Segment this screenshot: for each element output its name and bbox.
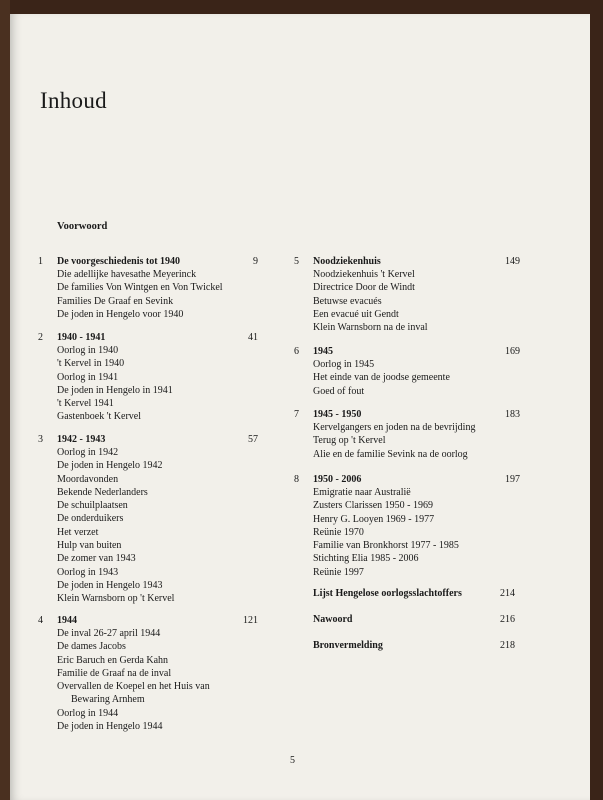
toc-entry[interactable]: De schuilplaatsen [57, 500, 128, 512]
toc-entry[interactable]: Directrice Door de Windt [313, 282, 415, 294]
book-cover-right [590, 0, 603, 800]
section-title[interactable]: 1944 [57, 615, 77, 626]
toc-entry[interactable]: De inval 26-27 april 1944 [57, 628, 161, 639]
toc-entry[interactable]: Hulp van buiten [57, 540, 122, 552]
toc-entry[interactable]: De joden in Hengelo in 1941 [57, 384, 173, 396]
section-page-number: 197 [505, 474, 520, 485]
toc-entry[interactable]: De joden in Hengelo 1944 [57, 721, 163, 733]
toc-entry[interactable]: 't Kervel 1941 [57, 398, 114, 410]
section-title[interactable]: Noodziekenhuis [313, 256, 381, 267]
toc-entry[interactable]: Emigratie naar Australië [313, 487, 411, 498]
toc-entry[interactable]: De onderduikers [57, 513, 124, 525]
toc-entry[interactable]: Oorlog in 1942 [57, 447, 119, 458]
section-number: 2 [38, 332, 43, 343]
toc-entry[interactable]: De zomer van 1943 [57, 553, 136, 565]
section-page-number: 9 [253, 256, 258, 267]
section-items [57, 344, 173, 424]
toc-entry[interactable]: Zusters Clarissen 1950 - 1969 [313, 500, 433, 512]
toc-entry[interactable]: Oorlog in 1943 [57, 566, 119, 578]
section-title[interactable]: 1945 - 1950 [313, 409, 362, 420]
section-title[interactable]: 1940 - 1941 [57, 332, 106, 343]
toc-entry[interactable]: De joden in Hengelo 1943 [57, 579, 163, 591]
section-number: 8 [294, 474, 299, 485]
section-number: 1 [38, 256, 43, 267]
toc-voorwoord[interactable]: Voorwoord [57, 221, 108, 232]
section-page-number: 41 [248, 332, 258, 343]
section-items [313, 421, 475, 461]
toc-entry[interactable]: De families Von Wintgen en Von Twickel [57, 282, 223, 294]
toc-entry[interactable]: Goed of fout [313, 385, 365, 397]
section-title[interactable]: 1942 - 1943 [57, 434, 106, 445]
toc-entry[interactable]: Oorlog in 1945 [313, 359, 375, 370]
section-items [57, 627, 210, 733]
toc-entry[interactable]: Gastenboek 't Kervel [57, 411, 141, 423]
toc-entry[interactable]: Eric Baruch en Gerda Kahn [57, 654, 169, 666]
section-items [57, 268, 223, 321]
toc-entry[interactable]: Oorlog in 1940 [57, 345, 119, 356]
toc-entry[interactable]: Terug op 't Kervel [313, 435, 386, 447]
toc-entry[interactable]: Moordavonden [57, 473, 119, 485]
toc-entry[interactable]: De dames Jacobs [57, 641, 126, 653]
toc-entry[interactable]: Klein Warnsborn na de inval [313, 322, 428, 334]
toc-entry[interactable]: De joden in Hengelo voor 1940 [57, 308, 184, 320]
toc-entry[interactable]: De joden in Hengelo 1942 [57, 460, 163, 472]
section-items [313, 486, 459, 579]
section-page-number: 149 [505, 256, 520, 267]
section-number: 3 [38, 434, 43, 445]
section-number: 4 [38, 615, 43, 626]
toc-entry[interactable]: Henry G. Looyen 1969 - 1977 [313, 513, 435, 525]
toc-entry[interactable]: Betuwse evacués [313, 295, 382, 307]
section-number: 6 [294, 346, 299, 357]
toc-entry[interactable]: Stichting Elia 1985 - 2006 [313, 553, 419, 565]
toc-extra-title[interactable]: Lijst Hengelose oorlogsslachtoffers [313, 588, 462, 599]
page-title: Inhoud [40, 88, 107, 113]
toc-entry[interactable]: Die adellijke havesathe Meyerinck [57, 269, 197, 280]
toc-extra-page-number: 214 [500, 588, 515, 599]
toc-extra-page-number: 216 [500, 614, 515, 625]
toc-entry[interactable]: Oorlog in 1944 [57, 707, 119, 719]
section-page-number: 121 [243, 615, 258, 626]
toc-entry[interactable]: Reünie 1997 [313, 566, 364, 578]
toc-entry[interactable]: Alie en de familie Sevink na de oorlog [313, 448, 468, 460]
section-title[interactable]: 1945 [313, 346, 333, 357]
section-number: 5 [294, 256, 299, 267]
toc-entry[interactable]: Een evacué uit Gendt [313, 308, 399, 320]
toc-entry[interactable]: Kervelgangers en joden na de bevrijding [313, 422, 476, 433]
toc-extra-title[interactable]: Bronvermelding [313, 640, 383, 651]
section-title[interactable]: 1950 - 2006 [313, 474, 362, 485]
toc-entry[interactable]: Noodziekenhuis 't Kervel [313, 269, 415, 280]
toc-entry[interactable]: Familie de Graaf na de inval [57, 667, 172, 679]
toc-entry[interactable]: Familie van Bronkhorst 1977 - 1985 [313, 540, 459, 552]
section-page-number: 57 [248, 434, 258, 445]
toc-entry[interactable]: Klein Warnsborn op 't Kervel [57, 593, 175, 605]
section-page-number: 183 [505, 409, 520, 420]
section-items [313, 268, 428, 334]
section-items [57, 446, 174, 606]
toc-entry[interactable]: 't Kervel in 1940 [57, 358, 125, 370]
toc-extra-title[interactable]: Nawoord [313, 614, 353, 625]
book-cover-left [0, 0, 10, 800]
section-page-number: 169 [505, 346, 520, 357]
toc-entry[interactable]: Reünie 1970 [313, 526, 364, 538]
toc-entry[interactable]: Het verzet [57, 526, 99, 538]
page-number: 5 [290, 755, 295, 766]
toc-entry[interactable]: Overvallen de Koepel en het Huis van [57, 681, 210, 693]
toc-entry[interactable]: Oorlog in 1941 [57, 371, 119, 383]
book-cover-top [0, 0, 603, 14]
section-number: 7 [294, 409, 299, 420]
toc-extra-page-number: 218 [500, 640, 515, 651]
toc-entry[interactable]: Families De Graaf en Sevink [57, 295, 174, 307]
section-items [313, 358, 450, 398]
section-title[interactable]: De voorgeschiedenis tot 1940 [57, 256, 181, 267]
toc-entry[interactable]: Het einde van de joodse gemeente [313, 372, 450, 384]
toc-entry[interactable]: Bekende Nederlanders [57, 486, 148, 498]
toc-entry[interactable]: Bewaring Arnhem [71, 694, 145, 706]
